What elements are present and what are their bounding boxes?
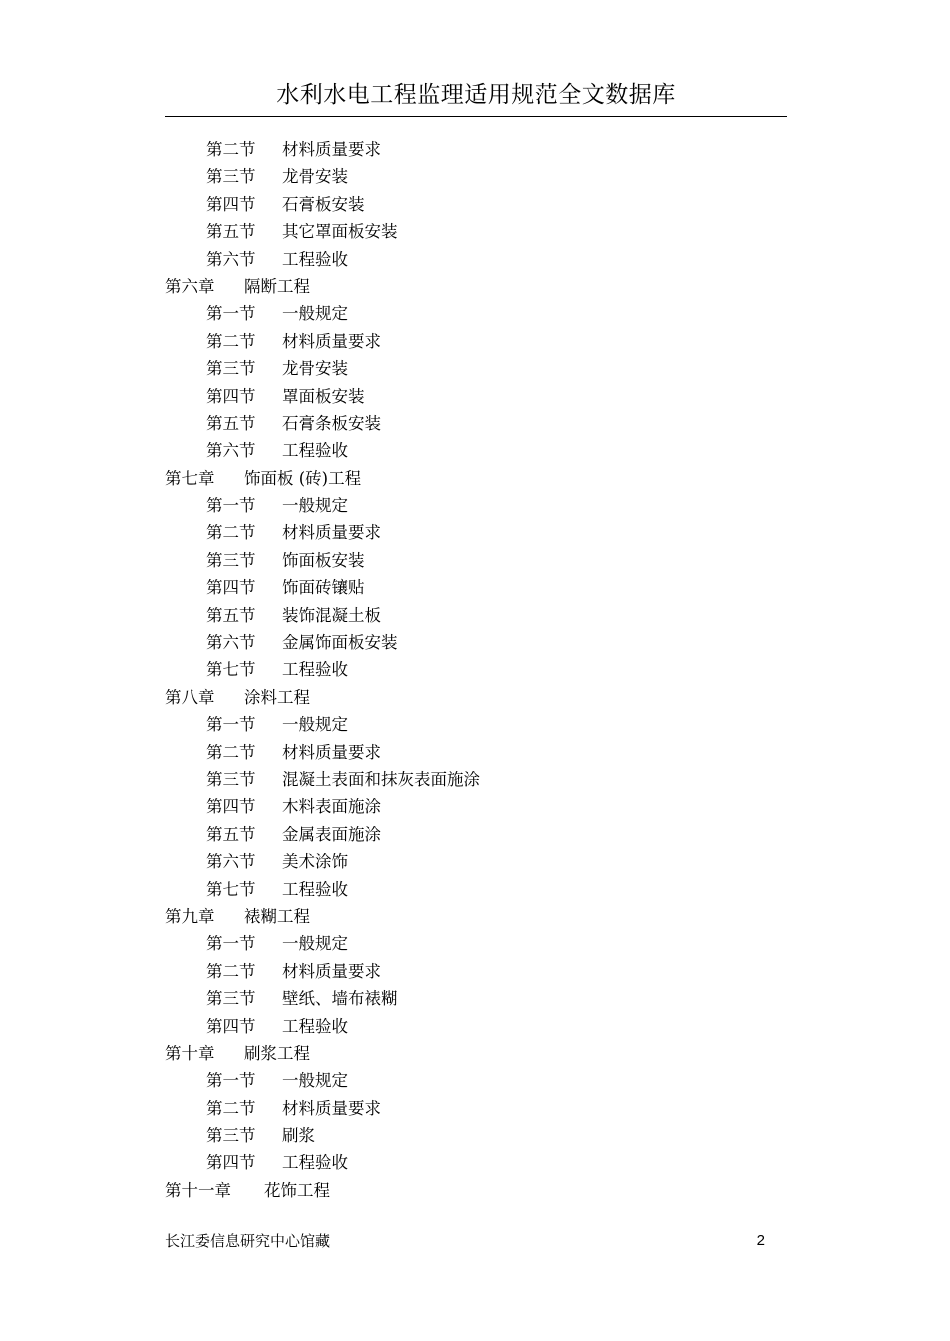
document-title: 水利水电工程监理适用规范全文数据库: [276, 82, 676, 108]
chapter-title: 饰面板 (砖)工程: [244, 468, 362, 488]
toc-chapter: [165, 684, 787, 711]
section-title: 一般规定: [282, 496, 348, 516]
page-header: [165, 78, 787, 117]
section-title: 一般规定: [282, 934, 348, 954]
section-number: 第五节: [206, 605, 256, 625]
toc-section: [165, 602, 787, 629]
toc-section: [165, 547, 787, 574]
chapter-number: 第七章: [165, 468, 215, 488]
chapter-number: 第六章: [165, 276, 215, 296]
toc-section: [165, 876, 787, 903]
section-number: 第四节: [206, 1016, 256, 1036]
section-title: 工程验收: [282, 441, 348, 461]
toc-section: [165, 300, 787, 327]
section-number: 第七节: [206, 879, 256, 899]
toc-section: [165, 1013, 787, 1040]
section-title: 装饰混凝土板: [282, 605, 381, 625]
section-title: 刷浆: [282, 1126, 315, 1146]
toc-section: [165, 848, 787, 875]
section-number: 第四节: [206, 1153, 256, 1173]
toc-section: [165, 793, 787, 820]
toc-section: [165, 246, 787, 273]
toc-section: [165, 656, 787, 683]
toc-chapter: [165, 465, 787, 492]
section-number: 第五节: [206, 222, 256, 242]
section-number: 第七节: [206, 660, 256, 680]
toc-section: [165, 136, 787, 163]
section-number: 第六节: [206, 249, 256, 269]
toc-section: [165, 519, 787, 546]
toc-section: [165, 191, 787, 218]
toc-section: [165, 1095, 787, 1122]
section-title: 罩面板安装: [282, 386, 365, 406]
section-title: 工程验收: [282, 1016, 348, 1036]
table-of-contents: [165, 136, 787, 1204]
section-title: 金属表面施涂: [282, 824, 381, 844]
toc-section: [165, 328, 787, 355]
section-title: 金属饰面板安装: [282, 633, 398, 653]
section-title: 工程验收: [282, 1153, 348, 1173]
section-number: 第四节: [206, 386, 256, 406]
section-title: 工程验收: [282, 660, 348, 680]
section-title: 龙骨安装: [282, 167, 348, 187]
chapter-number: 第十章: [165, 1043, 215, 1063]
section-number: 第四节: [206, 797, 256, 817]
footer-organization: 长江委信息研究中心馆藏: [165, 1232, 331, 1250]
toc-section: [165, 711, 787, 738]
toc-section: [165, 383, 787, 410]
toc-section: [165, 163, 787, 190]
section-number: 第二节: [206, 331, 256, 351]
section-number: 第五节: [206, 824, 256, 844]
chapter-title: 花饰工程: [264, 1180, 330, 1200]
section-title: 木料表面施涂: [282, 797, 381, 817]
section-number: 第一节: [206, 304, 256, 324]
section-title: 石膏板安装: [282, 194, 365, 214]
section-number: 第二节: [206, 140, 256, 159]
chapter-title: 刷浆工程: [244, 1043, 310, 1063]
section-number: 第三节: [206, 359, 256, 379]
toc-chapter: [165, 273, 787, 300]
toc-section: [165, 821, 787, 848]
section-title: 工程验收: [282, 249, 348, 269]
section-title: 材料质量要求: [282, 140, 381, 159]
chapter-title: 涂料工程: [244, 687, 310, 707]
chapter-number: 第八章: [165, 687, 215, 707]
section-number: 第三节: [206, 550, 256, 570]
section-title: 材料质量要求: [282, 523, 381, 543]
toc-section: [165, 958, 787, 985]
section-number: 第五节: [206, 413, 256, 433]
section-number: 第三节: [206, 769, 256, 789]
chapter-title: 隔断工程: [244, 276, 310, 296]
section-title: 饰面板安装: [282, 550, 365, 570]
toc-chapter: [165, 1040, 787, 1067]
section-title: 材料质量要求: [282, 961, 381, 981]
section-title: 一般规定: [282, 715, 348, 735]
section-number: 第四节: [206, 578, 256, 598]
page-footer: [165, 1229, 765, 1253]
section-title: 壁纸、墙布裱糊: [282, 989, 398, 1009]
toc-section: [165, 218, 787, 245]
section-title: 饰面砖镶贴: [282, 578, 365, 598]
section-number: 第三节: [206, 1126, 256, 1146]
toc-chapter: [165, 903, 787, 930]
section-title: 石膏条板安装: [282, 413, 381, 433]
section-number: 第二节: [206, 1098, 256, 1118]
section-number: 第二节: [206, 523, 256, 543]
page-number: 2: [756, 1232, 765, 1249]
toc-section: [165, 629, 787, 656]
section-number: 第二节: [206, 742, 256, 762]
section-title: 其它罩面板安装: [282, 222, 398, 242]
section-number: 第一节: [206, 1071, 256, 1091]
toc-section: [165, 492, 787, 519]
section-number: 第一节: [206, 934, 256, 954]
section-number: 第一节: [206, 496, 256, 516]
section-title: 龙骨安装: [282, 359, 348, 379]
chapter-number: 第九章: [165, 906, 215, 926]
section-title: 混凝土表面和抹灰表面施涂: [282, 769, 480, 789]
chapter-number: 第十一章: [165, 1180, 231, 1200]
toc-section: [165, 766, 787, 793]
section-number: 第一节: [206, 715, 256, 735]
section-title: 美术涂饰: [282, 852, 348, 872]
section-number: 第六节: [206, 633, 256, 653]
section-title: 工程验收: [282, 879, 348, 899]
section-number: 第四节: [206, 194, 256, 214]
chapter-title: 裱糊工程: [244, 906, 310, 926]
toc-section: [165, 355, 787, 382]
section-number: 第三节: [206, 989, 256, 1009]
section-title: 材料质量要求: [282, 1098, 381, 1118]
toc-section: [165, 1067, 787, 1094]
section-number: 第六节: [206, 852, 256, 872]
section-number: 第六节: [206, 441, 256, 461]
toc-section: [165, 1122, 787, 1149]
section-title: 材料质量要求: [282, 742, 381, 762]
section-title: 一般规定: [282, 1071, 348, 1091]
toc-section: [165, 1149, 787, 1176]
toc-section: [165, 739, 787, 766]
toc-section: [165, 437, 787, 464]
toc-section: [165, 574, 787, 601]
toc-chapter: [165, 1177, 787, 1204]
toc-section: [165, 930, 787, 957]
section-number: 第二节: [206, 961, 256, 981]
section-number: 第三节: [206, 167, 256, 187]
section-title: 一般规定: [282, 304, 348, 324]
section-title: 材料质量要求: [282, 331, 381, 351]
toc-section: [165, 985, 787, 1012]
toc-section: [165, 410, 787, 437]
